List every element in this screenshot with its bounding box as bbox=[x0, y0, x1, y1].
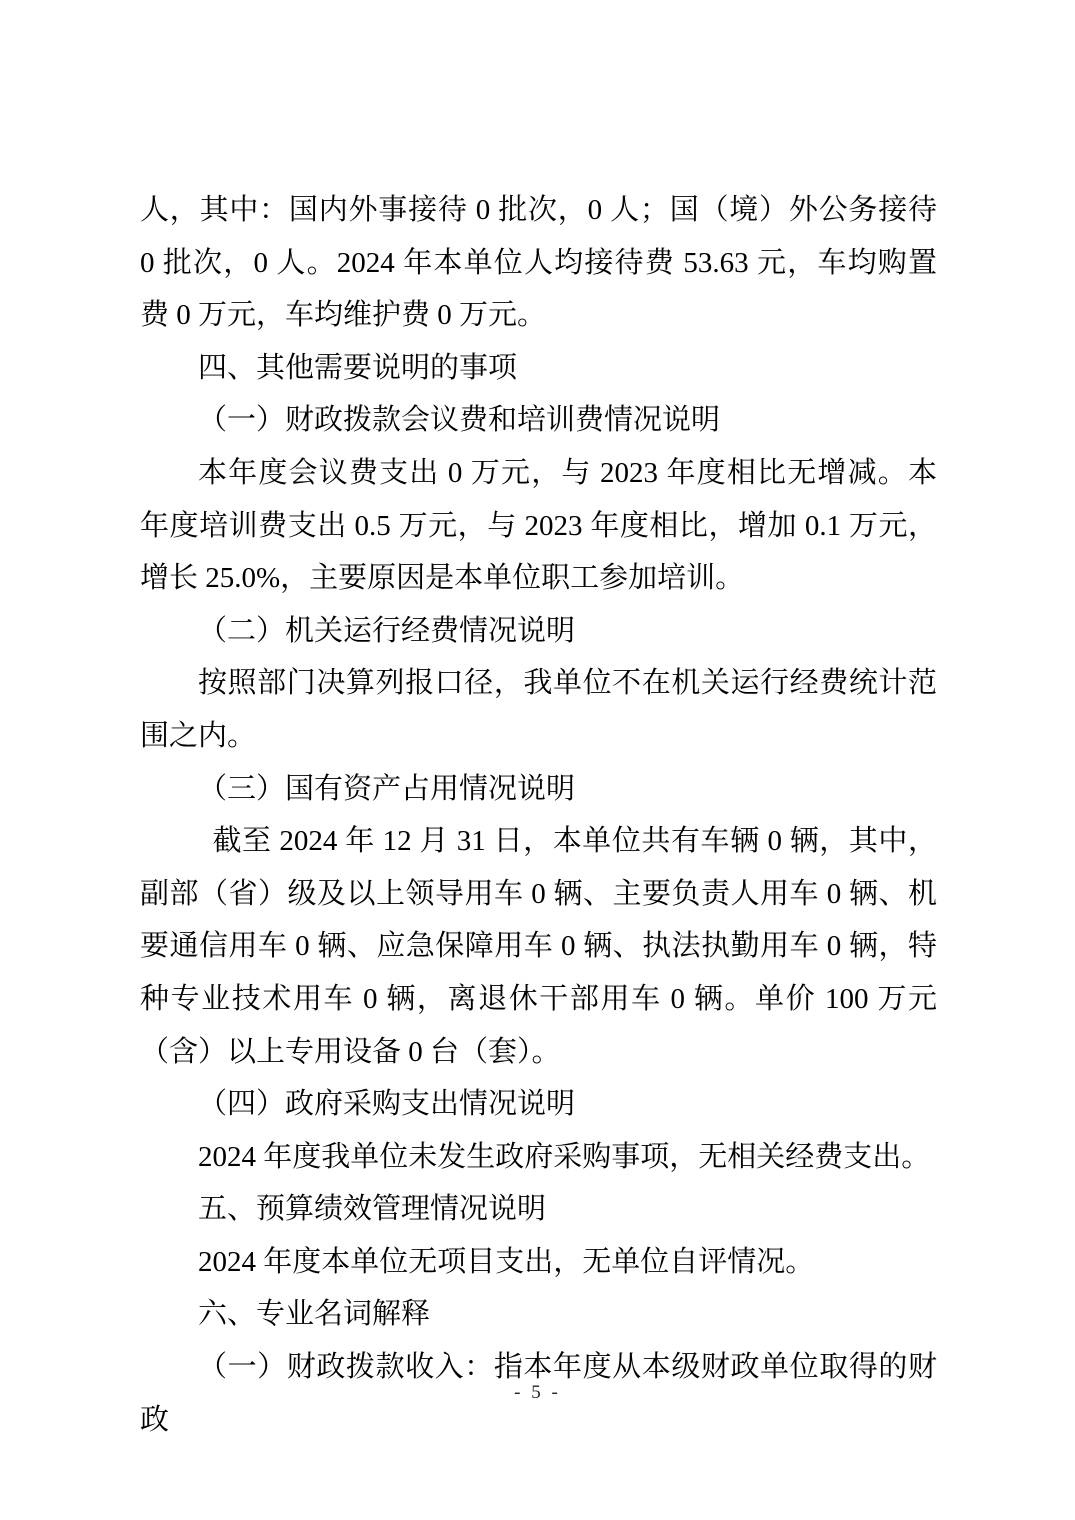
document-content bbox=[140, 184, 937, 1446]
section-heading-terminology: 六、专业名词解释 bbox=[198, 1298, 431, 1331]
paragraph-operating-expenses: 按照部门决算列报口径，我单位不在机关运行经费统计范围之内。 bbox=[140, 667, 937, 752]
subsection-heading-operating-expenses: （二）机关运行经费情况说明 bbox=[198, 614, 576, 647]
page-number: - 5 - bbox=[514, 1382, 561, 1403]
subsection-heading-state-assets: （三）国有资产占用情况说明 bbox=[198, 772, 576, 805]
section-heading-budget-performance: 五、预算绩效管理情况说明 bbox=[198, 1193, 547, 1226]
paragraph-state-assets-vehicles: 截至 2024 年 12 月 31 日，本单位共有车辆 0 辆，其中，副部（省）级及以上领导用车 0 辆、主要负责人用车 0 辆、机要通信用车 0 辆、应急保障用车 0 辆、执法执勤用车 0 辆，特种专业技术用车 0 辆，离退休干部用车 0 辆。单价 100 万元（含）以上专用设备 0 台（套）。 bbox=[140, 825, 937, 1068]
paragraph-term-fiscal-appropriation-income: （一）财政拨款收入：指本年度从本级财政单位取得的财政 bbox=[140, 1351, 937, 1436]
paragraph-meeting-training-fees: 本年度会议费支出 0 万元，与 2023 年度相比无增减。本年度培训费支出 0.5 万元，与 2023 年度相比，增加 0.1 万元，增长 25.0%，主要原因是本单位职工参加培训。 bbox=[140, 456, 937, 595]
paragraph-government-procurement: 2024 年度我单位未发生政府采购事项，无相关经费支出。 bbox=[198, 1140, 931, 1173]
section-heading-other-matters: 四、其他需要说明的事项 bbox=[198, 351, 518, 384]
subsection-heading-government-procurement: （四）政府采购支出情况说明 bbox=[198, 1088, 576, 1121]
paragraph-reception-continuation: 人，其中：国内外事接待 0 批次，0 人；国（境）外公务接待 0 批次，0 人。2024 年本单位人均接待费 53.63 元，车均购置费 0 万元，车均维护费 0 万元。 bbox=[140, 194, 937, 332]
paragraph-budget-performance: 2024 年度本单位无项目支出，无单位自评情况。 bbox=[198, 1245, 815, 1278]
subsection-heading-meeting-training-fees: （一）财政拨款会议费和培训费情况说明 bbox=[198, 404, 721, 437]
